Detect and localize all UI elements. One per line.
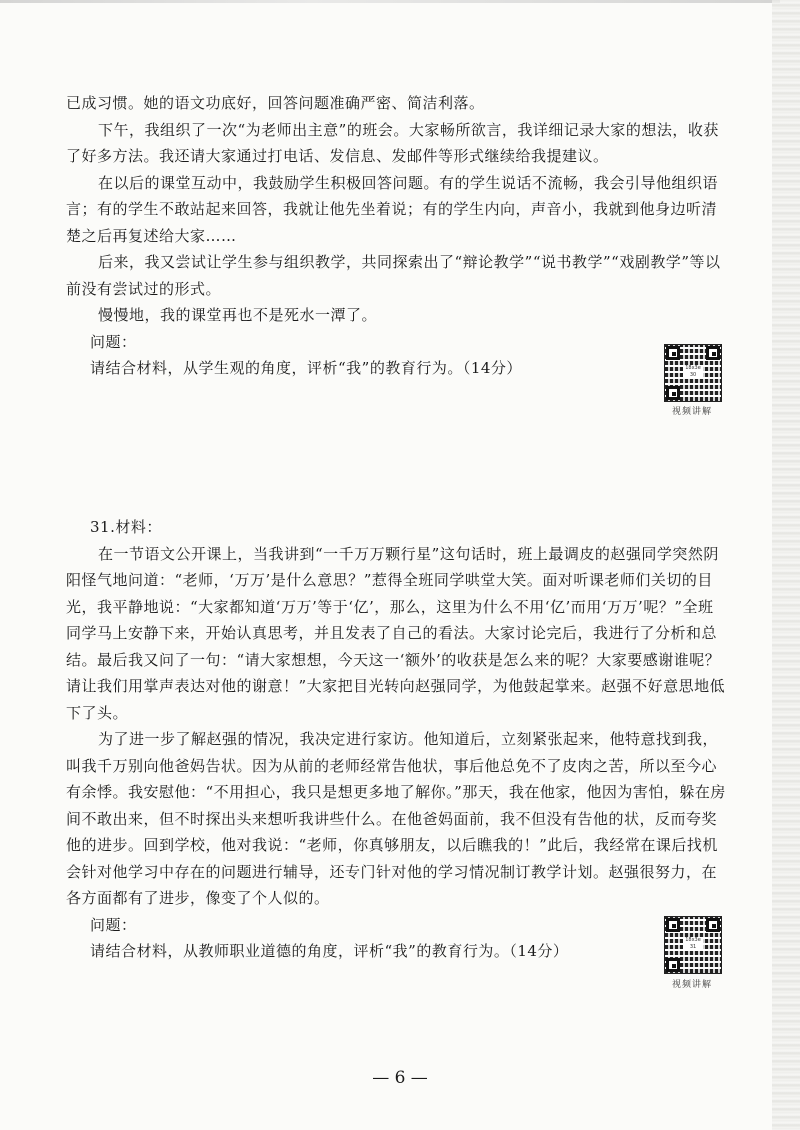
- question-31: [66, 514, 726, 965]
- question-label: 问题：: [90, 915, 137, 934]
- qr-caption: 视频讲解: [672, 407, 713, 417]
- paragraph: 已成习惯。她的语文功底好，回答问题准确严密、简洁利落。: [66, 94, 485, 112]
- question-text: 请结合材料，从学生观的角度，评析“我”的教育行为。（14分）: [90, 359, 522, 377]
- question-30-continuation: [66, 90, 726, 382]
- qr-code-label: 18x3e 30: [683, 365, 703, 379]
- paragraph: 下午，我组织了一次“为老师出主意”的班会。大家畅所欲言，我详细记录大家的想法，收获了好多方法。我还请大家通过打电话、发信息、发邮件等形式继续给我提建议。: [66, 120, 719, 165]
- scan-top-edge: [0, 0, 780, 3]
- scan-right-edge: [772, 0, 800, 1130]
- question-title: 31.材料：: [90, 518, 162, 536]
- paragraph: 为了进一步了解赵强的情况，我决定进行家访。他知道后，立刻紧张起来，他特意找到我，叫我千万别向他爸妈告状。因为从前的老师经常告他状，事后他总免不了皮肉之苦，所以至今心有余悸。我安慰他：“不用担心，我只是想更多地了解你。”那天，我在他家，他因为害怕，躲在房间不敢出来，但不时探出头来想听我讲些什么。在他爸妈面前，我不但没有告他的状，反而夸奖他的进步。回到学校，他对我说：“老师，你真够朋友，以后瞧我的！”此后，我经常在课后找机会针对他学习中存在的问题进行辅导，还专门针对他的学习情况制订教学计划。赵强很努力，在各方面都有了进步，像变了个人似的。: [66, 730, 726, 907]
- paragraph: 在一节语文公开课上，当我讲到“一千万万颗行星”这句话时，班上最调皮的赵强同学突然阴阳怪气地问道：“老师，‘万万’是什么意思？”惹得全班同学哄堂大笑。面对听课老师们关切的目光，我平静地说：“大家都知道‘万万’等于‘亿’，那么，这里为什么不用‘亿’而用‘万万’呢？”全班同学马上安静下来，开始认真思考，并且发表了自己的看法。大家讨论完后，我进行了分析和总结。最后我又问了一句：“请大家想想，今天这一‘额外’的收获是怎么来的呢？大家要感谢谁呢？请让我们用掌声表达对他的谢意！”大家把目光转向赵强同学，为他鼓起掌来。赵强不好意思地低下了头。: [66, 544, 726, 722]
- paragraph: 在以后的课堂互动中，我鼓励学生积极回答问题。有的学生说话不流畅，我会引导他组织语言；有的学生不敢站起来回答，我就让他先坐着说；有的学生内向，声音小，我就到他身边听清楚之后再复述给大家……: [66, 173, 719, 245]
- paragraph: 慢慢地，我的课堂再也不是死水一潭了。: [98, 306, 378, 324]
- question-text: 请结合材料，从教师职业道德的角度，评析“我”的教育行为。（14分）: [90, 942, 569, 960]
- qr-code-icon[interactable]: [664, 916, 722, 974]
- page-number: — 6 —: [372, 1068, 428, 1088]
- qr-code-label: 18x3e 31: [683, 937, 703, 951]
- qr-code-icon[interactable]: [664, 344, 722, 402]
- question-label: 问题：: [90, 332, 137, 351]
- qr-caption: 视频讲解: [672, 980, 713, 990]
- paragraph: 后来，我又尝试让学生参与组织教学，共同探索出了“辩论教学”“说书教学”“戏剧教学”等以前没有尝试过的形式。: [66, 253, 721, 298]
